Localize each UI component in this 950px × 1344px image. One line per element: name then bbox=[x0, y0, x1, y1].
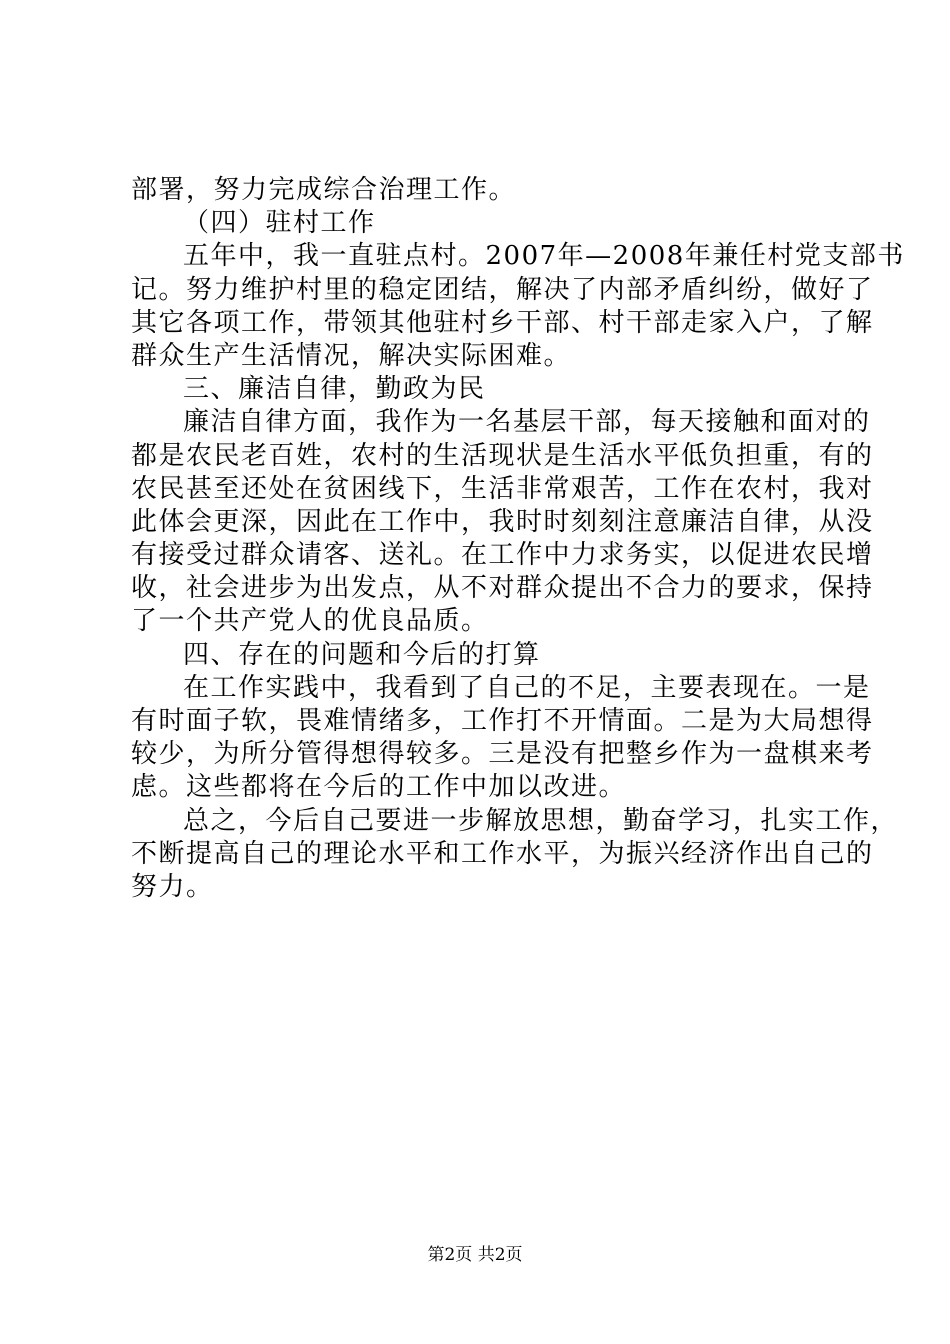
text-line: 总之，今后自己要进一步解放思想，勤奋学习，扎实工作， bbox=[183, 805, 899, 836]
text-line: 农民甚至还处在贫困线下，生活非常艰苦，工作在农村，我对 bbox=[131, 473, 874, 504]
text-line: 廉洁自律方面，我作为一名基层干部，每天接触和面对的 bbox=[183, 407, 871, 438]
text-line: 收，社会进步为出发点，从不对群众提出不合力的要求，保持 bbox=[131, 573, 874, 604]
text-line: 虑。这些都将在今后的工作中加以改进。 bbox=[131, 772, 627, 803]
text-line: 较少，为所分管得想得较多。三是没有把整乡作为一盘棋来考 bbox=[131, 739, 874, 770]
text-line: 记。努力维护村里的稳定团结，解决了内部矛盾纠纷，做好了 bbox=[131, 274, 874, 305]
text-line: 五年中，我一直驻点村。2007年—2008年兼任村党支部书 bbox=[183, 241, 905, 272]
page-number-footer: 第2页 共2页 bbox=[427, 1245, 523, 1265]
section-heading-integrity: 三、廉洁自律，勤政为民 bbox=[183, 374, 486, 405]
text-line: 努力。 bbox=[131, 871, 214, 902]
section-heading-stationed-village: （四）驻村工作 bbox=[183, 208, 376, 239]
text-line: 了一个共产党人的优良品质。 bbox=[131, 606, 489, 637]
document-body bbox=[131, 174, 905, 904]
text-line: 不断提高自己的理论水平和工作水平，为振兴经济作出自己的 bbox=[131, 838, 874, 869]
text-line: 此体会更深，因此在工作中，我时时刻刻注意廉洁自律，从没 bbox=[131, 506, 874, 537]
text-line: 有接受过群众请客、送礼。在工作中力求务实，以促进农民增 bbox=[131, 540, 874, 571]
text-line: 有时面子软，畏难情绪多，工作打不开情面。二是为大局想得 bbox=[131, 706, 874, 736]
text-line: 部署，努力完成综合治理工作。 bbox=[131, 175, 517, 205]
text-line: 在工作实践中，我看到了自己的不足，主要表现在。一是 bbox=[183, 672, 871, 703]
text-line: 群众生产生活情况，解决实际困难。 bbox=[131, 340, 572, 371]
text-line: 都是农民老百姓，农村的生活现状是生活水平低负担重，有的 bbox=[131, 440, 874, 471]
section-heading-problems-plans: 四、存在的问题和今后的打算 bbox=[183, 639, 541, 670]
text-line: 其它各项工作，带领其他驻村乡干部、村干部走家入户，了解 bbox=[131, 307, 874, 338]
